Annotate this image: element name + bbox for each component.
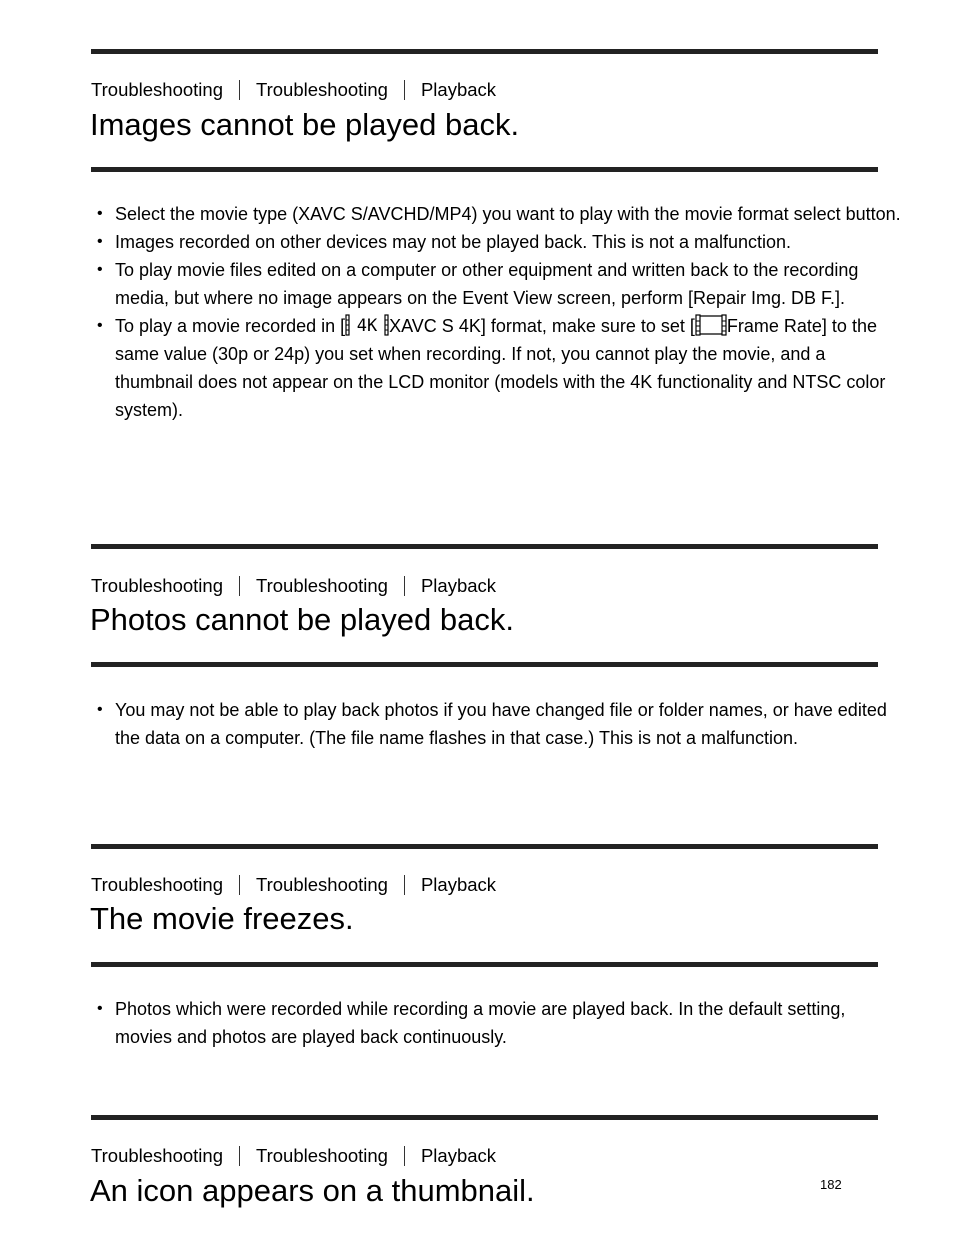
list-item: • You may not be able to play back photos if you have changed file or folder names, or have edited the data on a computer. (The file name flashes in that case.) This is not a malfunction. (115, 696, 905, 752)
bullet-text-part: XAVC S 4K] format, make sure to set [ (389, 316, 695, 336)
breadcrumb-separator (239, 80, 240, 100)
breadcrumb-item-playback[interactable]: Playback (420, 575, 497, 596)
breadcrumb-item-playback[interactable]: Playback (420, 874, 497, 895)
list-item: • To play movie files edited on a computer or other equipment and written back to the recording media, but where no image appears on the Event View screen, perform [Repair Img. DB F.]. (115, 256, 905, 312)
breadcrumb-item-troubleshooting[interactable]: Troubleshooting (91, 1145, 223, 1166)
breadcrumb-separator (404, 576, 405, 596)
section-top-rule (91, 544, 878, 549)
breadcrumb-item-troubleshooting[interactable]: Troubleshooting (91, 575, 223, 596)
breadcrumb-separator (239, 1146, 240, 1166)
breadcrumb (91, 79, 496, 101)
section-title: An icon appears on a thumbnail. (90, 1173, 535, 1208)
bullet-list (91, 200, 905, 424)
bullet-text-part: Frame Rate] to the same value (30p or 24p) you set when recording. If not, you cannot play the movie, and a thumbnail does not appear on the LCD monitor (models with the 4K functionality and NTSC color system). (115, 316, 886, 420)
breadcrumb-separator (404, 875, 405, 895)
breadcrumb-separator (404, 80, 405, 100)
bullet-list (91, 995, 905, 1051)
section-title: The movie freezes. (90, 901, 354, 936)
section-title-rule (91, 662, 878, 667)
section-title: Images cannot be played back. (90, 107, 520, 142)
movie-4k-icon (345, 314, 389, 336)
list-item: • Photos which were recorded while recording a movie are played back. In the default setting, movies and photos are played back continuously. (115, 995, 905, 1051)
breadcrumb-separator (404, 1146, 405, 1166)
bullet-text-part: To play a movie recorded in [ (115, 316, 346, 336)
movie-4k-icon-label: 4K (356, 316, 378, 336)
breadcrumb-item-troubleshooting[interactable]: Troubleshooting (91, 79, 223, 100)
breadcrumb (91, 1145, 496, 1167)
breadcrumb-item-troubleshooting[interactable]: Troubleshooting (91, 874, 223, 895)
section-title: Photos cannot be played back. (90, 602, 514, 637)
film-frame-icon (695, 314, 727, 336)
list-item: • Select the movie type (XAVC S/AVCHD/MP4) you want to play with the movie format select button. (115, 200, 905, 228)
breadcrumb-item-playback[interactable]: Playback (420, 1145, 497, 1166)
breadcrumb-item-troubleshooting-sub[interactable]: Troubleshooting (255, 1145, 388, 1166)
section-top-rule (91, 1115, 878, 1120)
section-title-rule (91, 167, 878, 172)
breadcrumb-separator (239, 875, 240, 895)
section-title-rule (91, 962, 878, 967)
breadcrumb-item-troubleshooting-sub[interactable]: Troubleshooting (255, 575, 388, 596)
section-top-rule (91, 49, 878, 54)
list-item: • Images recorded on other devices may not be played back. This is not a malfunction. (115, 228, 905, 256)
breadcrumb (91, 874, 496, 896)
breadcrumb-item-playback[interactable]: Playback (420, 79, 497, 100)
page-number: 182 (820, 1177, 842, 1192)
list-item (115, 312, 905, 424)
section-top-rule (91, 844, 878, 849)
breadcrumb-separator (239, 576, 240, 596)
breadcrumb (91, 575, 496, 597)
breadcrumb-item-troubleshooting-sub[interactable]: Troubleshooting (255, 79, 388, 100)
bullet-list (91, 696, 905, 752)
breadcrumb-item-troubleshooting-sub[interactable]: Troubleshooting (255, 874, 388, 895)
